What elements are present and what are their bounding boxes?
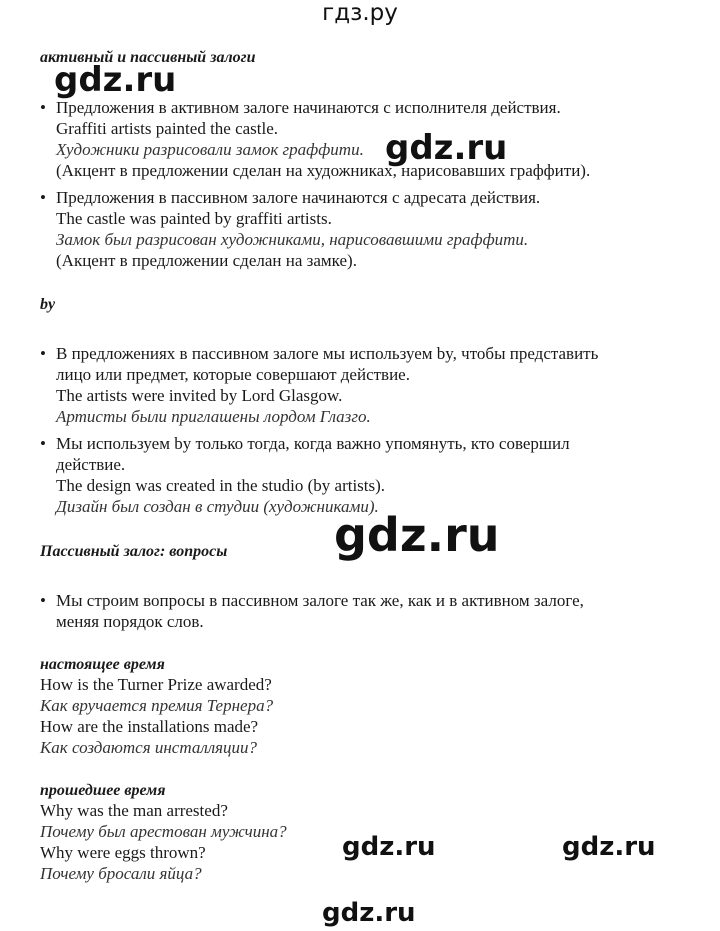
example-en: The design was created in the studio (by artists). bbox=[56, 476, 386, 495]
bullet-by-important bbox=[40, 433, 700, 517]
subsection-title-present: настоящее время bbox=[40, 656, 165, 673]
example-ru: Почему был арестован мужчина? bbox=[40, 822, 287, 841]
note: (Акцент в предложении сделан на художниках, нарисовавших граффити). bbox=[56, 161, 591, 180]
example-en: Why was the man arrested? bbox=[40, 801, 228, 820]
bullet-text-line1: В предложениях в пассивном залоге мы используем by, чтобы представить bbox=[56, 344, 599, 363]
example-ru: Замок был разрисован художниками, нарисовавшими граффити. bbox=[56, 230, 529, 249]
watermark: gdz.ru bbox=[334, 508, 500, 562]
past-examples bbox=[40, 800, 287, 884]
example-ru: Как вручается премия Тернера? bbox=[40, 696, 274, 715]
example-en: How is the Turner Prize awarded? bbox=[40, 675, 272, 694]
example-ru: Художники разрисовали замок граффити. bbox=[56, 140, 364, 159]
header-title: гдз.ру bbox=[322, 0, 398, 26]
bullet-text: Предложения в пассивном залоге начинаются с адресата действия. bbox=[56, 188, 541, 207]
bullet-text-line2: действие. bbox=[56, 455, 126, 474]
watermark: gdz.ru bbox=[342, 832, 436, 862]
bullet-active-voice bbox=[40, 97, 700, 181]
example-en: The artists were invited by Lord Glasgow. bbox=[56, 386, 343, 405]
watermark: gdz.ru bbox=[322, 898, 416, 928]
note: (Акцент в предложении сделан на замке). bbox=[56, 251, 357, 270]
bullet-text-line1: Мы используем by только тогда, когда важно упомянуть, кто совершил bbox=[56, 434, 570, 453]
bullet-by-usage bbox=[40, 343, 700, 427]
example-ru: Почему бросали яйца? bbox=[40, 864, 202, 883]
bullet-dot: • bbox=[40, 344, 46, 363]
example-ru: Артисты были приглашены лордом Глазго. bbox=[56, 407, 371, 426]
example-en: Graffiti artists painted the castle. bbox=[56, 119, 279, 138]
bullet-text: Предложения в активном залоге начинаются с исполнителя действия. bbox=[56, 98, 561, 117]
section-title-by: by bbox=[40, 296, 56, 313]
bullet-dot: • bbox=[40, 591, 46, 610]
bullet-passive-voice bbox=[40, 187, 700, 271]
present-examples bbox=[40, 674, 273, 758]
watermark: gdz.ru bbox=[54, 60, 177, 100]
section-title-voice: активный и пассивный залоги bbox=[40, 49, 256, 66]
bullet-dot: • bbox=[40, 98, 46, 117]
section-title-questions: Пассивный залог: вопросы bbox=[40, 543, 228, 560]
bullet-text-line2: лицо или предмет, которые совершают действие. bbox=[56, 365, 410, 384]
bullet-dot: • bbox=[40, 434, 46, 453]
watermark: gdz.ru bbox=[385, 128, 508, 168]
example-en: The castle was painted by graffiti artists. bbox=[56, 209, 332, 228]
subsection-title-past: прошедшее время bbox=[40, 782, 166, 799]
example-en: Why were eggs thrown? bbox=[40, 843, 206, 862]
bullet-dot: • bbox=[40, 188, 46, 207]
example-en: How are the installations made? bbox=[40, 717, 259, 736]
bullet-questions bbox=[40, 590, 700, 632]
bullet-text-line1: Мы строим вопросы в пассивном залоге так же, как и в активном залоге, bbox=[56, 591, 584, 610]
example-ru: Как создаются инсталляции? bbox=[40, 738, 258, 757]
example-ru: Дизайн был создан в студии (художниками). bbox=[56, 497, 379, 516]
watermark: gdz.ru bbox=[562, 832, 656, 862]
bullet-text-line2: меняя порядок слов. bbox=[56, 612, 204, 631]
